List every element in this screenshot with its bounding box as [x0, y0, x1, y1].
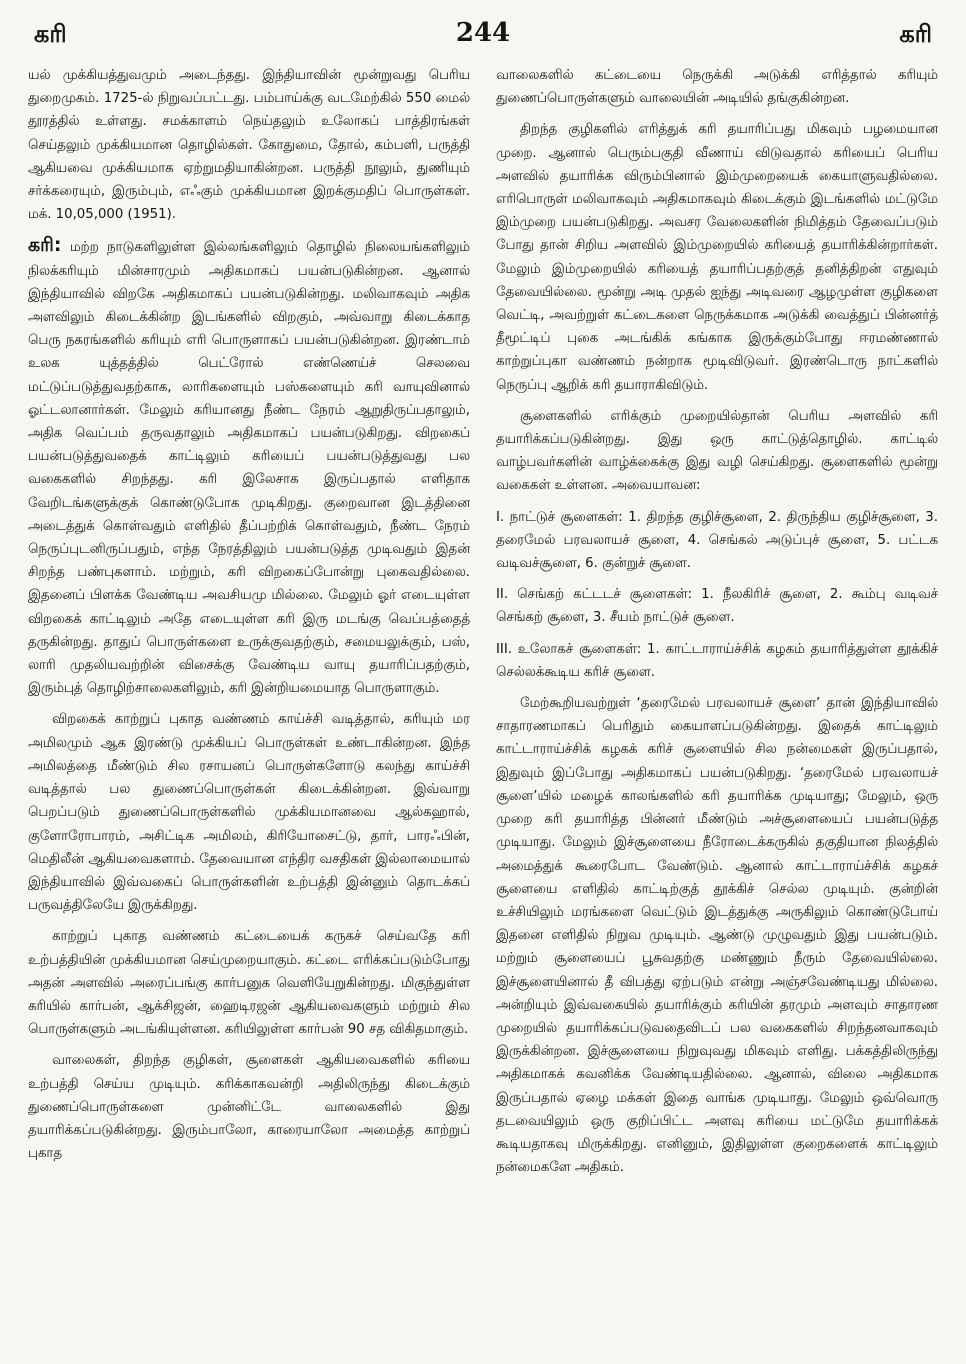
text-columns [28, 64, 938, 1346]
left-column [28, 64, 470, 1346]
kiln-type-list-item: I. நாட்டுச் சூளைகள்: 1. திறந்த குழிச்சூளை, 2. திருந்திய குழிச்சூளை, 3. தரைமேல் பரவலாயச் சூளை, 4. செங்கல் அடுப்புச் சூளை, 5. பட்டக வடிவச்சூளை, 6. குன்றுச் சூளை. [496, 509, 938, 572]
paragraph: காற்றுப் புகாத வண்ணம் கட்டையைக் கருகச் செய்வதே கரி உற்பத்தியின் முக்கியமான செய்முறையாகும். கட்டை எரிக்கப்படும்போது அதன் அளவில் அரைப்பங்கு கார்பனுக வெளியேறுகின்றது. மிகுந்துள்ள கரியில் கார்பன், ஆக்சிஜன், ஹைடிரஜன் ஆகியவைகளும் மற்றும் சில பொருள்களும் அடங்கியுள்ளன. கரியிலுள்ள கார்பன் 90 சத விகிதமாகும். [28, 929, 470, 1038]
entry-text: மற்ற நாடுகளிலுள்ள இல்லங்களிலும் தொழில் நிலையங்களிலும் நிலக்கரியும் மின்சாரமும் அதிகமாகப் பயன்படுகின்றன. ஆனால் இந்தியாவில் விறகே அதிகமாகப் பயன்படுகின்றது. மலிவாகவும் அதிக அளவிலும் கிடைக்கின்ற இடங்களில் விறகும், அவ்வாறு கிடைக்காத பெரு நகரங்களில் கரியும் எரி பொருளாகப் பயன்படுகின்றன. இரண்டாம் உலக யுத்தத்தில் பெட்ரோல் எண்ணெய்ச் செலவை மட்டுப்படுத்துவதற்காக, லாரிகளையும் பஸ்களையும் கரி வாயுவினால் ஓட்டலானார்கள். மேலும் கரியானது நீண்ட நேரம் ஆறுதிருப்பதாலும், அதிக வெப்பம் தருவதாலும் அதிகமாகப் பயன்படுகிறது. விறகைப் பயன்படுத்துவதைக் காட்டிலும் கரியைப் பயன்படுத்துவது பல வகைகளில் சிறந்தது. கரி இலேசாக இருப்பதால் எளிதாக வேறிடங்களுக்குக் கொண்டுபோக முடிகிறது. குறைவான இடத்தினை அடைத்துக் கொள்வதும் எளிதில் தீப்பற்றிக் கொள்வதும், நீண்ட நேரம் நெருப்புடனிருப்பதும், எந்த நேரத்திலும் பயன்படுத்த முடிவதும் இதன் சிறந்த பண்புகளாம். மற்றும், கரி விறகைப்போன்று புகைவதில்லை. இதனைப் பிளக்க வேண்டிய அவசியமு மில்லை. மேலும் ஓர் எடையுள்ள விறகைக் காட்டிலும் அதே எடையுள்ள கரி இரு மடங்கு வெப்பத்தைத் தருகின்றது. தாதுப் பொருள்களை உருக்குவதற்கும், சமையலுக்கும், பஸ், லாரி முதலியவற்றின் விசைக்கு வேண்டிய வாயு தயாரிப்பதற்கும், இரும்புத் தொழிற்சாலைகளிலும், கரி இன்றியமையாத பொருளாகும். [28, 240, 470, 697]
paragraph: வாலைகளில் கட்டையை நெருக்கி அடுக்கி எரித்தால் கரியும் துணைப்பொருள்களும் வாலையின் அடியில் தங்குகின்றன. [496, 68, 938, 107]
header-left-keyword: கரி [34, 20, 67, 48]
paragraph: சூளைகளில் எரிக்கும் முறையில்தான் பெரிய அளவில் கரி தயாரிக்கப்படுகின்றது. இது ஒரு காட்டுத்தொழில். காட்டில் வாழ்பவர்களின் வாழ்க்கைக்கு இது வழி செய்கிறது. சூளைகளில் மூன்று வகைகள் உள்ளன. அவையாவன: [496, 408, 938, 494]
paragraph: திறந்த குழிகளில் எரித்துக் கரி தயாரிப்பது மிகவும் பழமையான முறை. ஆனால் பெரும்பகுதி வீணாய் விடுவதால் கரியைப் பெரிய அளவில் தயாரிக்க விரும்பினால் இம்முறையைக் கையாளுவதில்லை. எரிபொருள் மலிவாகவும் அதிகமாகவும் கிடைக்கும் இடங்களில் மட்டுமே இம்முறை பயன்படுகிறது. அவசர வேலைகளின் நிமித்தம் தேவைப்படும் போது தான் சிறிய அளவில் இம்முறையில் கரியைத் தயாரிக்கின்றார்கள். மேலும் இம்முறையில் கரியைத் தயாரிப்பதற்குத் தனித்திறன் எதுவும் தேவையில்லை. மூன்று அடி முதல் ஐந்து அடிவரை ஆழமுள்ள குழிகளை வெட்டி, அவற்றுள் கட்டைகளை நெருக்கமாக அடுக்கி வைத்துப் பின்னர்த் தீமூட்டிப் புகை அடங்கிக் கங்காக இருக்கும்போது ஈரமண்ணால் காற்றுப்புகா வண்ணம் நன்றாக மூடிவிடுவர். இரண்டொரு நாட்களில் நெருப்பு ஆறிக் கரி தயாராகிவிடும். [496, 122, 938, 393]
page-number: 244 [455, 18, 511, 48]
kiln-type-list-item: II. செங்கற் கட்டடச் சூளைகள்: 1. நீலகிரிச் சூளை, 2. கூம்பு வடிவச் செங்கற் சூளை, 3. சீயம் நாட்டுச் சூளை. [496, 587, 938, 626]
kiln-type-list-item: III. உலோகச் சூளைகள்: 1. காட்டாராய்ச்சிக் கழகம் தயாரித்துள்ள தூக்கிச் செல்லக்கூடிய கரிச் சூளை. [496, 641, 938, 680]
page-header [28, 14, 938, 64]
entry-heading: கரி: [28, 234, 62, 257]
paragraph: வாலைகள், திறந்த குழிகள், சூளைகள் ஆகியவைகளில் கரியை உற்பத்தி செய்ய முடியும். கரிக்காகவன்றி அதிலிருந்து கிடைக்கும் துணைப்பொருள்களை முன்னிட்டே வாலைகளில் இது தயாரிக்கப்படுகின்றது. இரும்பாலோ, காரையாலோ அமைத்த காற்றுப் புகாத [28, 1053, 470, 1162]
header-right-keyword: கரி [899, 20, 932, 48]
paragraph: யல் முக்கியத்துவமும் அடைந்தது. இந்தியாவின் மூன்றுவது பெரிய துறைமுகம். 1725-ல் நிறுவப்பட்டது. பம்பாய்க்கு வடமேற்கில் 550 மைல் தூரத்தில் உள்ளது. சமக்காளம் நெய்தலும் உலோகப் பாத்திரங்கள் செய்தலும் முக்கியமான தொழில்கள். கோதுமை, தோல், கம்பளி, பருத்தி ஆகியவை முக்கியமாக ஏற்றுமதியாகின்றன. பருத்தி நூலும், துணியும் சர்க்கரையும், இரும்பும், எஃகும் முக்கியமான இறக்குமதிப் பொருள்கள். மக். 10,05,000 (1951). [28, 68, 470, 223]
paragraph: மேற்கூறியவற்றுள் ‘தரைமேல் பரவலாயச் சூளை’ தான் இந்தியாவில் சாதாரணமாகப் பெரிதும் கையாளப்படுகின்றது. இதைக் காட்டிலும் காட்டாராய்ச்சிக் கழகக் கரிச் சூளையில் சில நன்மைகள் இருப்பதால், இதுவும் இப்போது அதிகமாகப் பயன்படுகிறது. ‘தரைமேல் பரவலாயச் சூளை’யில் மழைக் காலங்களில் கரி தயாரிக்க முடியாது; மேலும், ஒரு முறை கரி தயாரித்த பின்னர் மீண்டும் அச்சூளையைப் பயன்படுத்த முடியாது. மேலும் இச்சூளையை நீரோடைக்கருகில் தகுதியான நிலத்தில் அமைத்துக் கூரைபோட வேண்டும். ஆனால் காட்டாராய்ச்சிக் கழகச் சூளையை எளிதில் காட்டிற்குத் தூக்கிச் செல்ல முடியும். குன்றின் உச்சியிலும் மரங்களை வெட்டும் இடத்துக்கு அருகிலும் கொண்டுபோய் இதனை எளிதில் நிறுவ முடியும். ஆண்டு முழுவதும் இது பயன்படும். மற்றும் சூளையைப் பூசுவதற்கு மண்ணும் நீரும் தேவையில்லை. இச்சூளையினால் தீ விபத்து ஏற்படும் என்று அஞ்சவேண்டியது மில்லை. அன்றியும் இவ்வகையில் தயாரிக்கும் கரியின் தரமும் அளவும் சாதாரண முறையில் தயாரிக்கப்படுவதைவிடப் பல வகைகளில் சிறந்தனவாகவும் இருக்கின்றன. இச்சூளையை நிறுவுவது மிகவும் எளிது. பக்கத்திலிருந்து அதிகமாகக் கவனிக்க வேண்டியதில்லை. ஆனால், விலை அதிகமாக இருப்பதால் ஏழை மக்கள் இதை வாங்க முடியாது. மேலும் ஒவ்வொரு தடவையிலும் ஒரு குறிப்பிட்ட அளவு கரியை மட்டுமே தயாரிக்கக் கூடியதாகவு மிருக்கிறது. எனினும், இதிலுள்ள குறைகளைக் காட்டிலும் நன்மைகளே அதிகம். [496, 696, 938, 1176]
paragraph: விறகைக் காற்றுப் புகாத வண்ணம் காய்ச்சி வடித்தால், கரியும் மர அமிலமும் ஆக இரண்டு முக்கியப் பொருள்கள் உண்டாகின்றன. இந்த அமிலத்தை மீண்டும் சில ரசாயனப் பொருள்களோடு கலந்து காய்ச்சி வடித்தால் பல துணைப்பொருள்கள் கிடைக்கின்றன. இவ்வாறு பெறப்படும் துணைப்பொருள்களில் முக்கியமானவை ஆல்கஹால், குளோரோபாரம், அசிட்டிக அமிலம், கிரியோசைட்டு, தார், பாரஃபின், மெதிலீன் ஆகியவைகளாம். தேவையான எந்திர வசதிகள் இல்லாமையால் இந்தியாவில் இவ்வகைப் பொருள்களின் உற்பத்தி இன்னும் தொடக்கப் பருவத்திலேயே இருக்கிறது. [28, 712, 470, 914]
entry-paragraph [28, 234, 470, 700]
right-column [496, 64, 938, 1346]
